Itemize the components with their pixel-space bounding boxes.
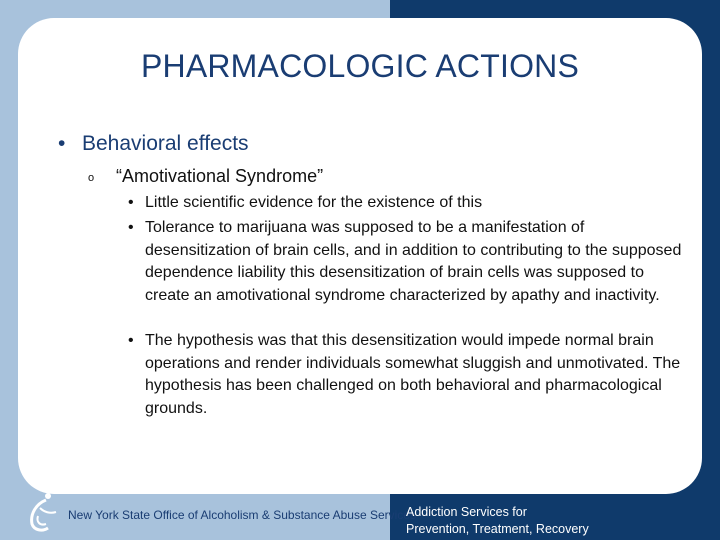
bullet-text: The hypothesis was that this desensitization would impede normal brain operations and render individuals somewhat sluggish and unmotivated. The hypothesis has been challenged on both behavioral and pharmacological grounds.: [145, 332, 681, 417]
bullet-marker: •: [128, 219, 134, 236]
footer-tagline: [406, 504, 589, 538]
tagline-line2: Prevention, Treatment, Recovery: [406, 522, 589, 536]
tagline-line1: Addiction Services for: [406, 505, 527, 519]
oasas-figure-logo: [22, 488, 62, 534]
bullet-marker: •: [128, 194, 134, 211]
footer-organization: New York State Office of Alcoholism & Substance Abuse Services: [68, 508, 416, 522]
bullet-text: “Amotivational Syndrome”: [116, 166, 324, 186]
bullet-marker: •: [58, 132, 66, 155]
bullet-text: Tolerance to marijuana was supposed to be a manifestation of desensitization of brain cells, and in addition to contributing to the supposed dependence liability this desensitization of brain cells was supposed to create an amotivational syndrome characterized by apathy and inactivity.: [145, 219, 682, 304]
bullet-text: Behavioral effects: [82, 132, 249, 155]
bullet-marker: o: [88, 172, 95, 184]
bullet-marker: •: [128, 332, 134, 349]
slide-title: PHARMACOLOGIC ACTIONS: [140, 48, 580, 84]
bullet-text: Little scientific evidence for the existence of this: [145, 194, 483, 211]
